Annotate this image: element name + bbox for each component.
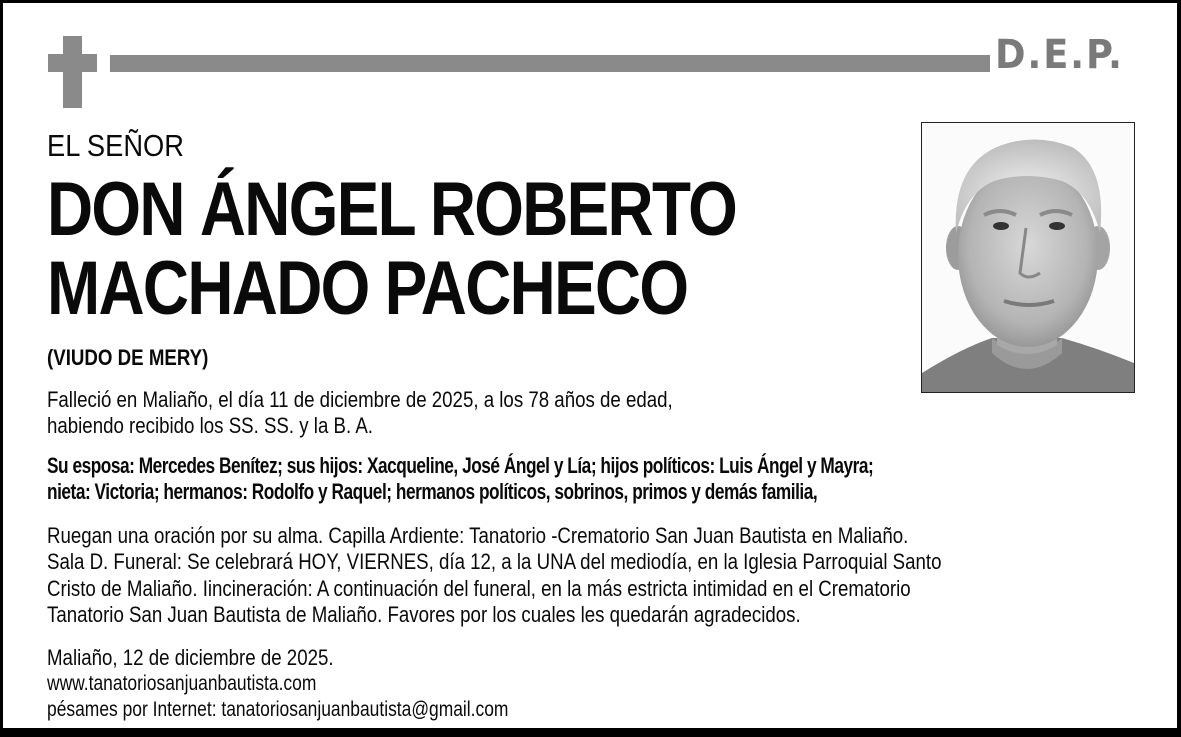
cross-horizontal-bar [48, 54, 97, 72]
portrait-placeholder-icon [922, 123, 1134, 392]
header-rule [110, 55, 990, 72]
ceremony-line-4: Tanatorio San Juan Bautista de Maliaño. Favores por los cuales les quedarán agradecidos. [47, 602, 801, 627]
deceased-name-line-2: MACHADO PACHECO [47, 246, 688, 331]
ceremony-line-1: Ruegan una oración por su alma. Capilla Ardiente: Tanatorio -Crematorio San Juan Bautista en Maliaño. [47, 523, 909, 548]
ceremony-line-3: Cristo de Maliaño. Iincineración: A continuación del funeral, en la más estricta intimidad en el Crematorio [47, 576, 911, 601]
deceased-photo [921, 122, 1135, 393]
family-line-2: nieta: Victoria; hermanos: Rodolfo y Raquel; hermanos políticos, sobrinos, primos y demás familia, [47, 479, 818, 504]
cross-vertical-bar [63, 36, 82, 108]
website-link[interactable]: www.tanatoriosanjuanbautista.com [47, 672, 317, 695]
bottom-border [0, 728, 1181, 737]
family-line-1: Su esposa: Mercedes Benítez; sus hijos: Xacqueline, José Ángel y Lía; hijos políticos: Luis Ángel y Mayra; [47, 453, 874, 478]
deceased-name-line-1: DON ÁNGEL ROBERTO [47, 167, 737, 252]
condolences-email[interactable]: pésames por Internet: tanatoriosanjuanbautista@gmail.com [47, 698, 509, 721]
deceased-prefix: EL SEÑOR [47, 128, 184, 163]
dep-label: D.E.P. [995, 32, 1124, 78]
death-info-line-1: Falleció en Maliaño, el día 11 de diciembre de 2025, a los 78 años de edad, [47, 387, 673, 412]
deceased-note: (VIUDO DE MERY) [47, 345, 209, 370]
publication-date: Maliaño, 12 de diciembre de 2025. [47, 645, 334, 670]
ceremony-line-2: Sala D. Funeral: Se celebrará HOY, VIERNES, día 12, a la UNA del mediodía, en la Iglesia Parroquial Santo [47, 549, 942, 574]
death-info-line-2: habiendo recibido los SS. SS. y la B. A. [47, 413, 373, 438]
